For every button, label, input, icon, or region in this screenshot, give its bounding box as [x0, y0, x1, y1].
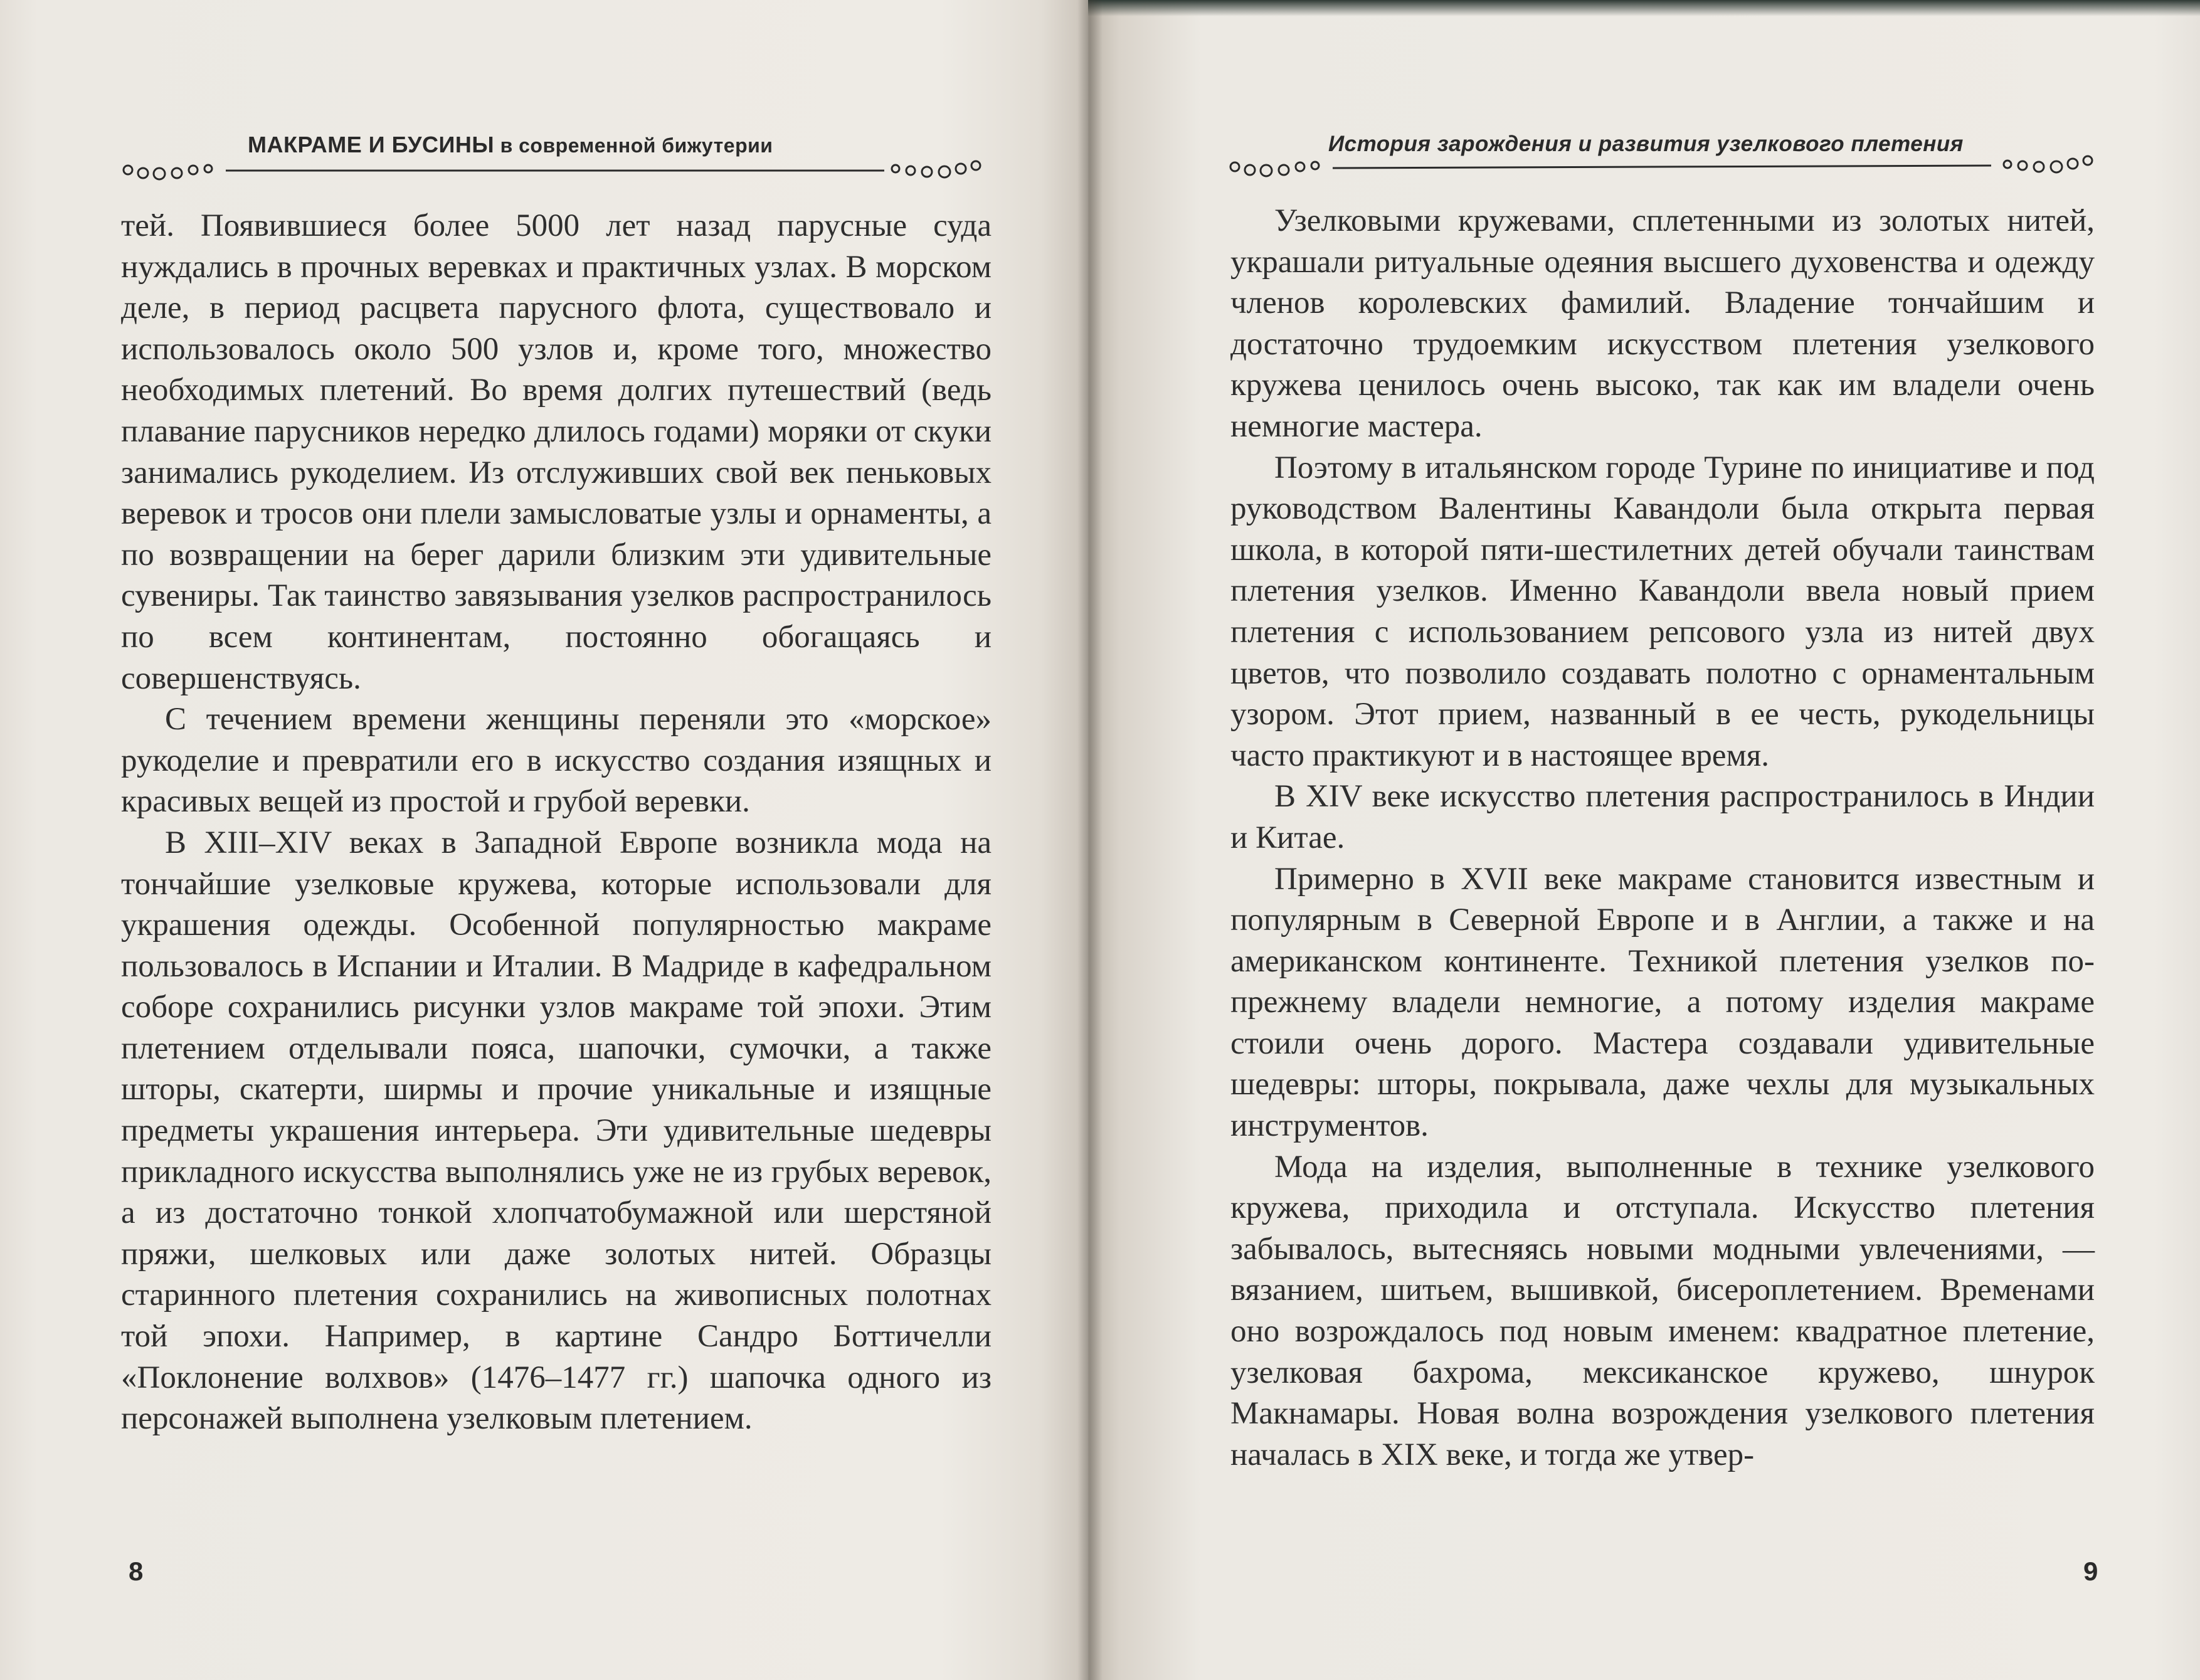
left-head-title-bold: МАКРАМЕ И БУСИНЫ: [248, 132, 495, 157]
left-page-number: 8: [129, 1556, 144, 1586]
left-paragraph-2: С течением времени женщины переняли это «морское» рукоделие и превратили его в искусство создания изящных и красивых вещей из простой и грубой веревки.: [121, 702, 992, 820]
left-body-text: [121, 206, 992, 1440]
right-paragraph-2: Поэтому в итальянском городе Турине по инициативе и под руководством Валентины Кавандоли была открыта первая школа, в которой пяти-шестилетних детей обучали таинствам плетения узелков. Именно Кавандоли ввела новый прием плетения с использованием репсового узла из нитей двух цветов, что позволило создавать полотно с орнаментальным узором. Этот прием, названный в ее честь, рукодельницы часто практикуют и в настоящее время.: [1230, 450, 2095, 773]
right-paragraph-4: Примерно в XVII веке макраме становится известным и популярным в Северной Европе и в Англии, а также и на американском континенте. Техникой плетения узелков по-прежнему владели немногие, а потому изделия макраме стоили очень дорого. Мастера создавали удивительные шедевры: шторы, покрывала, даже чехлы для музыкальных инструментов.: [1230, 861, 2095, 1144]
left-header-ornament: [119, 158, 985, 183]
left-paragraph-1: тей. Появившиеся более 5000 лет назад парусные суда нуждались в прочных веревках и практичных узлах. В морском деле, в период расцвета парусного флота, существовало и использовалось около 500 узлов и, кроме того, множество необходимых плетений. Во время долгих путешествий (ведь плавание парусников нередко длилось годами) моряки от скуки занимались рукоделием. Из отслуживших свой век пеньковых веревок и тросов они плели замысловатые узлы и орнаменты, а по возвращении на берег дарили близким эти удивительные сувениры. Так таинство завязывания узелков распространилось по всем континентам, постоянно обогащаясь и совершенствуясь.: [121, 208, 992, 696]
top-edge-shadow: [1088, 0, 2200, 16]
book-gutter: [1077, 0, 1103, 1680]
right-paragraph-3: В XIV веке искусство плетения распространилось в Индии и Китае.: [1230, 779, 2095, 855]
left-head-title-rest: в современной бижутерии: [494, 134, 773, 157]
right-paragraph-5: Мода на изделия, выполненные в технике узелкового кружева, приходила и отступала. Искусство плетения забывалось, вытесняясь новыми модными увлечениями, — вязанием, шитьем, вышивкой, бисероплетением. Временами оно возрождалось под новым именем: квадратное плетение, узелковая бахрома, мексиканское кружево, шнурок Макнамары. Новая волна возрождения узелкового плетения началась в XIX веке, и тогда же утвер-: [1230, 1149, 2095, 1472]
right-body-text: [1230, 201, 2095, 1476]
left-paragraph-3: В XIII–XIV веках в Западной Европе возникла мода на тончайшие узелковые кружева, которые использовали для украшения одежды. Особенной популярностью макраме пользовалось в Испании и Италии. В Мадриде в кафедральном соборе сохранились рисунки узлов макраме той эпохи. Этим плетением отделывали пояса, шапочки, сумочки, а также шторы, скатерти, ширмы и прочие уникальные и изящные предметы украшения интерьера. Эти удивительные шедевры прикладного искусства выполнялись уже не из грубых веревок, а из достаточно тонкой хлопчатобумажной или шерстяной пряжи, шелковых или даже золотых нитей. Образцы старинного плетения сохранились на живописных полотнах той эпохи. Например, в картине Сандро Боттичелли «Поклонение волхвов» (1476–1477 гг.) шапочка одного из персонажей выполнена узелковым плетением.: [121, 825, 992, 1437]
right-header-ornament: [1226, 154, 2098, 179]
right-running-head: История зарождения и развития узелкового плетения: [1328, 132, 1964, 156]
right-page-number: 9: [2083, 1556, 2098, 1586]
right-paragraph-1: Узелковыми кружевами, сплетенными из золотых нитей, украшали ритуальные одеяния высшего духовенства и одежду членов королевских фамилий. Владение тончайшим и достаточно трудоемким искусством плетения узелкового кружева ценилось очень высоко, так как им владели очень немногие мастера.: [1230, 203, 2095, 444]
left-page: [0, 0, 1088, 1680]
